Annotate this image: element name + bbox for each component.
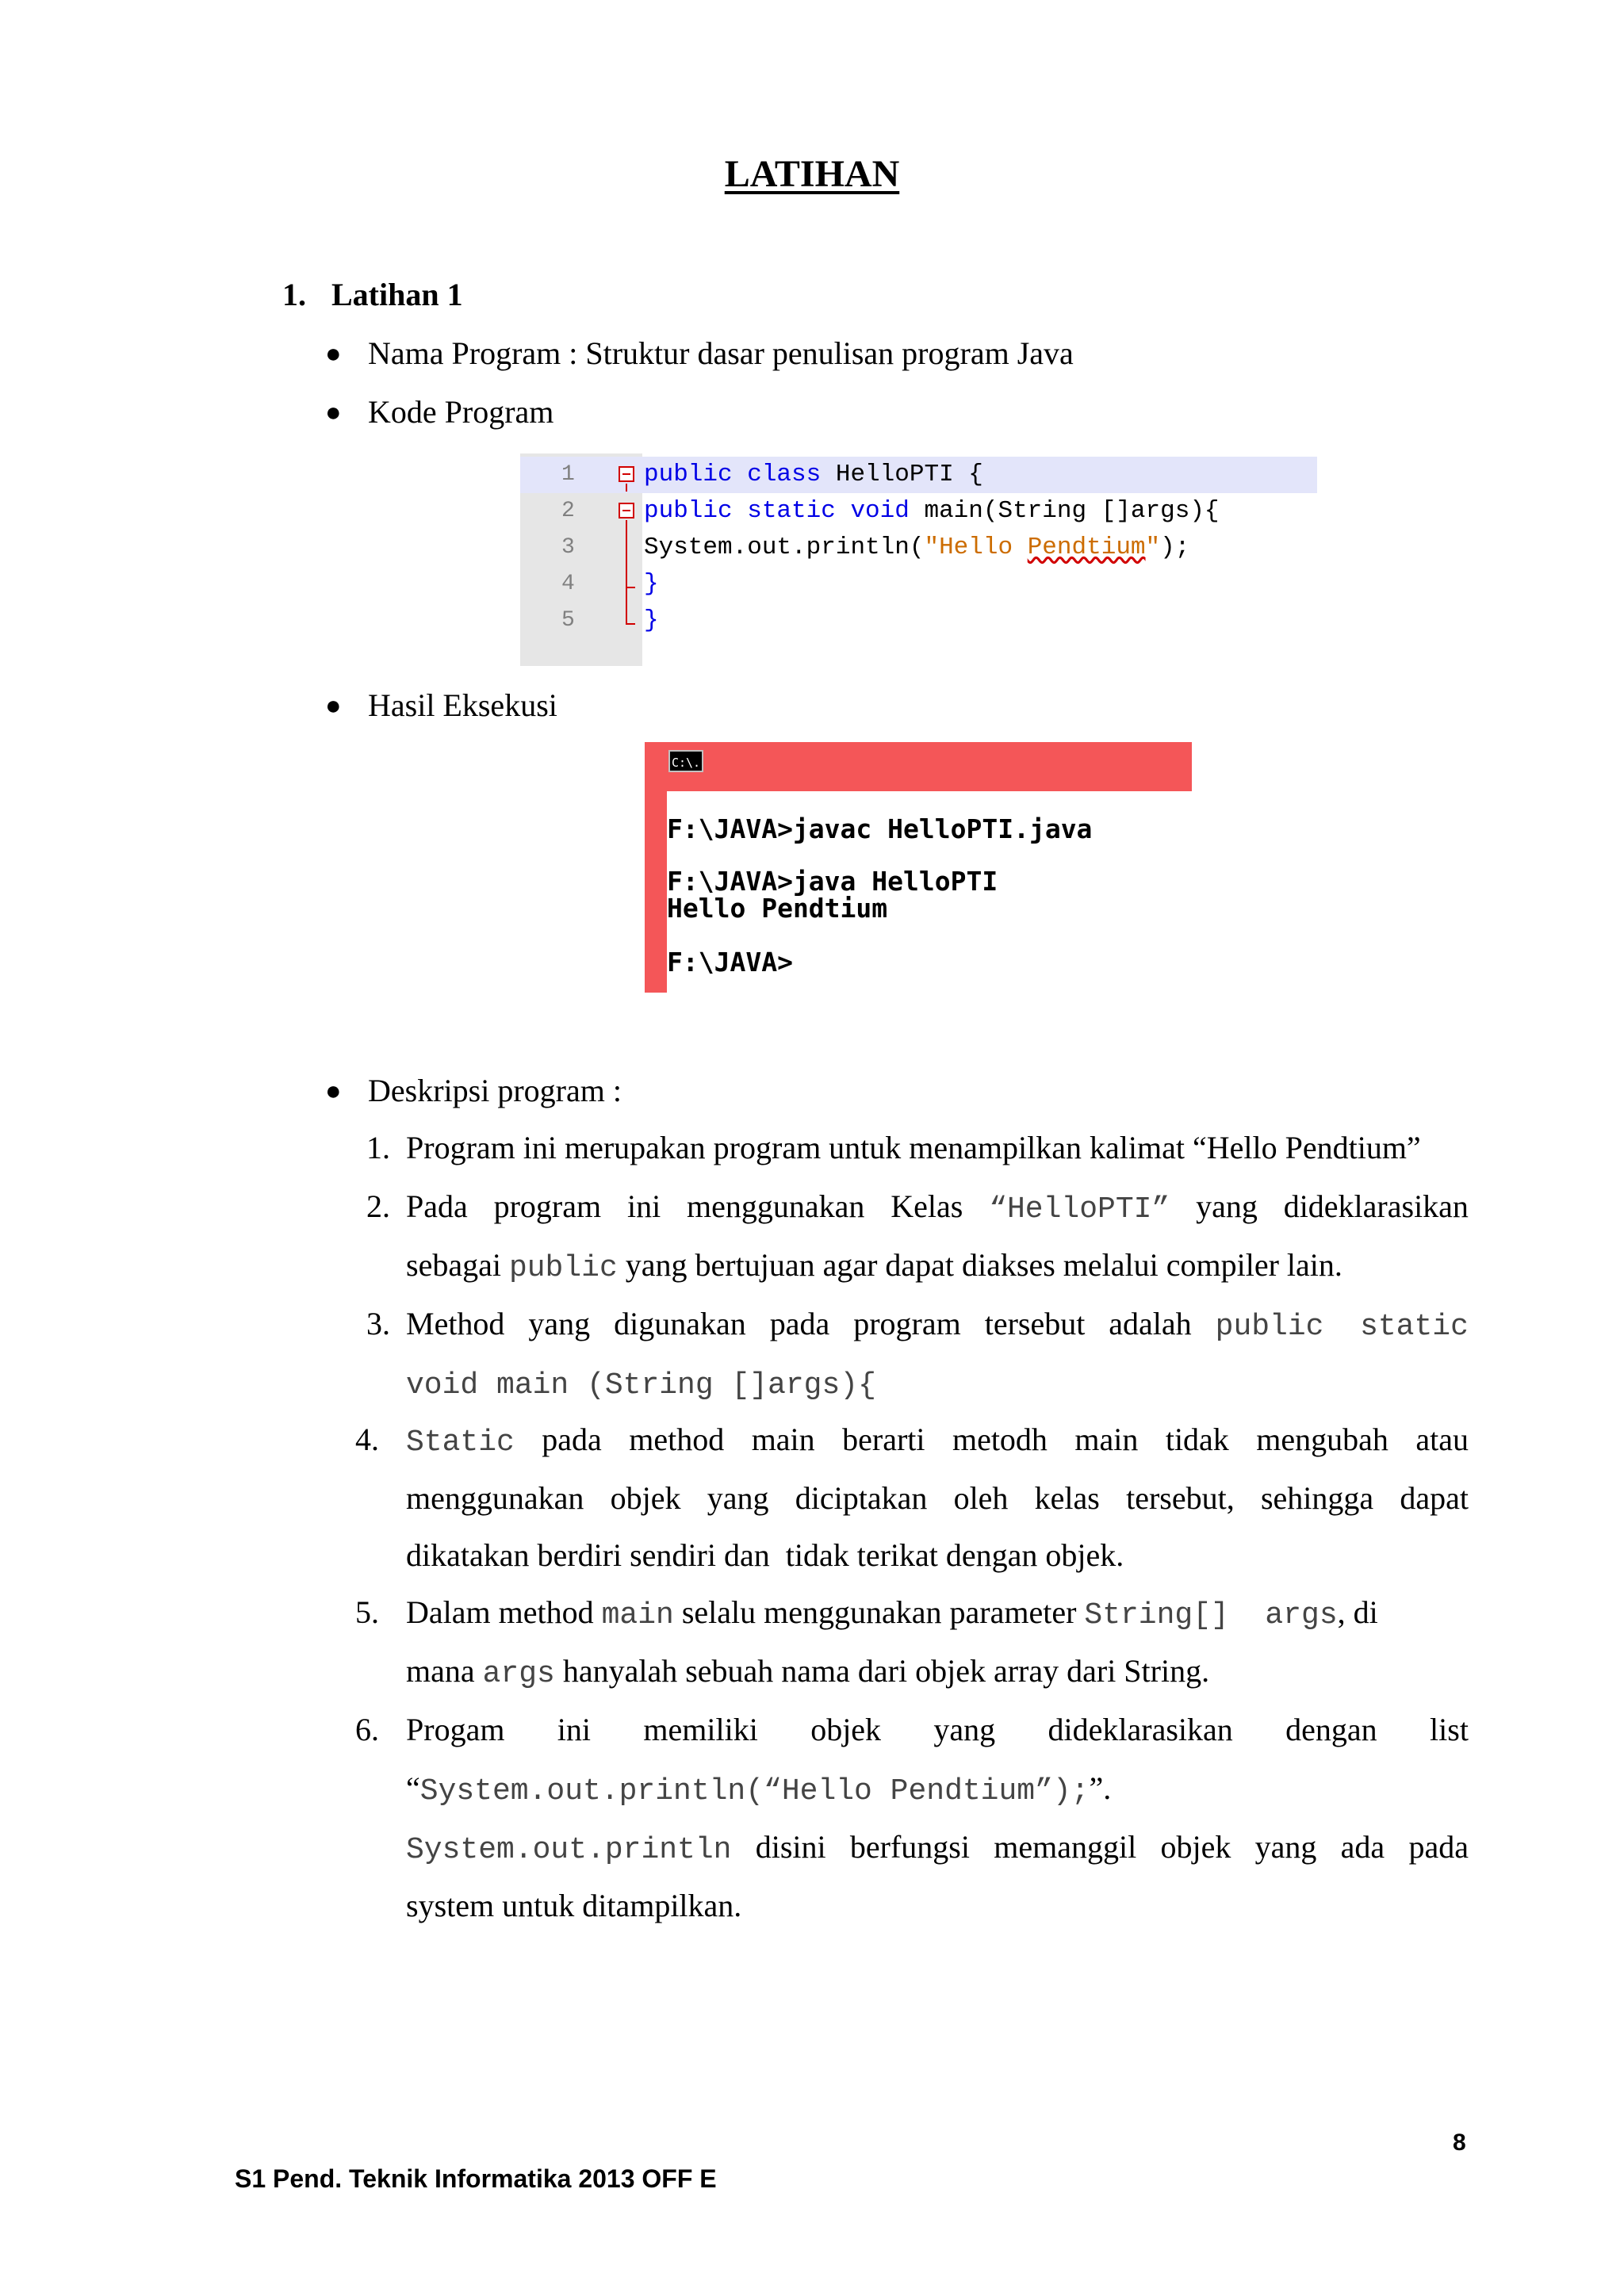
code-word: System.out.println(“Hello Pendtium”);: [419, 1774, 1090, 1808]
fold-minus-icon: [619, 503, 634, 519]
word: disini: [755, 1829, 826, 1865]
word: ini: [626, 1188, 661, 1224]
desc-line: [406, 1594, 1469, 1632]
word: objek: [610, 1480, 681, 1516]
page-footer: S1 Pend. Teknik Informatika 2013 OFF E: [235, 2164, 717, 2193]
desc-line: [406, 1711, 1469, 1748]
console-screenshot: [645, 742, 1192, 993]
console-line: F:\JAVA>java HelloPTI: [667, 866, 998, 897]
section-number: 1.: [282, 277, 306, 312]
console-border: [645, 791, 667, 993]
desc-number: 3.: [366, 1306, 390, 1341]
section-heading: [282, 276, 463, 313]
word: atau: [1415, 1422, 1469, 1457]
word: pada: [1408, 1829, 1469, 1865]
code-word: String[] args: [1084, 1598, 1338, 1632]
word: objek: [810, 1712, 882, 1747]
desc-line: [406, 1421, 1469, 1460]
text: “: [406, 1770, 420, 1806]
fold-guide: [626, 484, 627, 492]
code-text: System.out.println(: [644, 534, 925, 561]
desc-line: [406, 1246, 1342, 1285]
bullet-hasil-eksekusi: [325, 687, 557, 724]
word: ini: [557, 1712, 592, 1747]
desc-number: 5.: [355, 1594, 379, 1630]
line-number: 4: [561, 572, 575, 596]
word: diciptakan: [795, 1480, 928, 1516]
code-line-4: [520, 566, 1317, 603]
bullet-icon: ●: [325, 339, 342, 369]
word: tersebut: [984, 1306, 1086, 1341]
code-word: public static: [1215, 1310, 1469, 1344]
word: pada: [769, 1306, 830, 1341]
word: Kelas: [891, 1188, 963, 1224]
text: ”.: [1089, 1770, 1112, 1806]
word: mengubah: [1256, 1422, 1388, 1457]
word: oleh: [953, 1480, 1009, 1516]
bullet-text: Hasil Eksekusi: [368, 687, 557, 723]
bullet-kode-program: [325, 393, 553, 430]
console-title-bar: [645, 742, 1192, 791]
fold-end-tick: [626, 623, 635, 625]
line-number: 5: [561, 608, 575, 633]
word: adalah: [1109, 1306, 1192, 1341]
word: main: [751, 1422, 815, 1457]
fold-guide: [626, 520, 627, 625]
text: hanyalah sebuah nama dari objek array dari String.: [554, 1653, 1210, 1689]
word: dapat: [1400, 1480, 1469, 1516]
code-line-3: [520, 530, 1317, 566]
bullet-icon: ●: [325, 1077, 342, 1106]
word: pada: [542, 1422, 602, 1457]
word: Method: [406, 1306, 505, 1341]
word: yang: [528, 1306, 591, 1341]
word: list: [1430, 1712, 1469, 1747]
desc-line: [406, 1479, 1469, 1517]
bullet-text: Nama Program : Struktur dasar penulisan program Java: [368, 335, 1074, 371]
code-line-2: [520, 493, 1317, 530]
code-line-5: [520, 603, 1317, 639]
desc-number: 2.: [366, 1188, 390, 1224]
code-word: void main (String []args){: [406, 1368, 876, 1402]
text: , di: [1337, 1594, 1378, 1630]
code-string-misspelled: Pendtium: [1027, 534, 1146, 561]
word: yang: [1196, 1188, 1258, 1224]
line-number: 2: [561, 499, 575, 523]
word: memanggil: [994, 1829, 1137, 1865]
desc-line: [406, 1188, 1469, 1226]
section-label: Latihan 1: [331, 277, 463, 312]
page-number: 8: [1453, 2130, 1466, 2156]
code-text: );: [1160, 534, 1190, 561]
word: yang: [933, 1712, 996, 1747]
code-word: main: [601, 1598, 674, 1632]
desc-line: [406, 1652, 1209, 1691]
word: metodh: [952, 1422, 1048, 1457]
word: menggunakan: [406, 1480, 584, 1516]
desc-line: dikatakan berdiri sendiri dan tidak terikat dengan objek.: [406, 1537, 1124, 1573]
code-word: System.out.println: [406, 1833, 732, 1867]
word: memiliki: [643, 1712, 758, 1747]
code-brace: }: [644, 607, 659, 634]
word: kelas: [1034, 1480, 1100, 1516]
text: sebagai: [406, 1247, 509, 1283]
word: dideklarasikan: [1048, 1712, 1233, 1747]
word: menggunakan: [687, 1188, 865, 1224]
page-title: LATIHAN: [724, 153, 900, 195]
word: yang: [707, 1480, 769, 1516]
console-icon: C:\.: [668, 750, 703, 772]
desc-number: 6.: [355, 1712, 379, 1747]
desc-text: Program ini merupakan program untuk menampilkan kalimat “Hello Pendtium”: [406, 1130, 1421, 1165]
console-line: F:\JAVA>: [667, 947, 793, 978]
word: ada: [1340, 1829, 1385, 1865]
desc-line: [406, 1770, 1111, 1808]
bullet-icon: ●: [325, 691, 342, 721]
word: objek: [1160, 1829, 1231, 1865]
desc-line: [406, 1364, 876, 1402]
desc-line: system untuk ditampilkan.: [406, 1888, 742, 1923]
code-word: args: [482, 1657, 555, 1691]
bullet-deskripsi: [325, 1072, 622, 1109]
word: program: [853, 1306, 961, 1341]
desc-line: [406, 1828, 1469, 1867]
text: yang bertujuan agar dapat diakses melalui compiler lain.: [617, 1247, 1342, 1283]
word: dengan: [1285, 1712, 1377, 1747]
line-number: 1: [561, 462, 575, 487]
word: tersebut,: [1126, 1480, 1235, 1516]
code-word: Static: [406, 1425, 515, 1460]
code-editor-screenshot: [520, 453, 1317, 666]
word: program: [493, 1188, 602, 1224]
code-keyword: public class: [644, 461, 822, 488]
code-word: “HelloPTI”: [989, 1192, 1170, 1226]
desc-line: [406, 1305, 1469, 1344]
word: main: [1074, 1422, 1139, 1457]
console-line: F:\JAVA>javac HelloPTI.java: [667, 813, 1093, 844]
code-text: main(String []args){: [909, 497, 1220, 525]
bullet-text: Kode Program: [368, 394, 554, 430]
word: berarti: [842, 1422, 925, 1457]
desc-number: 4.: [355, 1422, 379, 1457]
console-line: Hello Pendtium: [667, 893, 888, 924]
fold-minus-icon: [619, 466, 634, 482]
text: mana: [406, 1653, 483, 1689]
word: method: [629, 1422, 725, 1457]
word: Pada: [406, 1188, 468, 1224]
word: tidak: [1165, 1422, 1229, 1457]
text: Dalam method: [406, 1594, 602, 1630]
word: Progam: [406, 1712, 505, 1747]
code-word: public: [508, 1251, 618, 1285]
code-string: "Hello: [924, 534, 1028, 561]
bullet-text: Deskripsi program :: [368, 1073, 622, 1108]
code-keyword: public static void: [644, 497, 910, 525]
line-number: 3: [561, 535, 575, 560]
word: sehingga: [1260, 1480, 1374, 1516]
text: selalu menggunakan parameter: [673, 1594, 1085, 1630]
code-string: ": [1145, 534, 1161, 561]
code-brace: }: [644, 570, 659, 598]
word: dideklarasikan: [1283, 1188, 1469, 1224]
word: yang: [1254, 1829, 1317, 1865]
word: digunakan: [614, 1306, 746, 1341]
code-text: HelloPTI {: [821, 461, 983, 488]
fold-end-tick: [626, 587, 635, 588]
desc-number: 1.: [366, 1130, 390, 1165]
word: berfungsi: [849, 1829, 970, 1865]
bullet-nama-program: [325, 335, 1074, 372]
bullet-icon: ●: [325, 398, 342, 427]
code-line-1: [520, 457, 1317, 493]
